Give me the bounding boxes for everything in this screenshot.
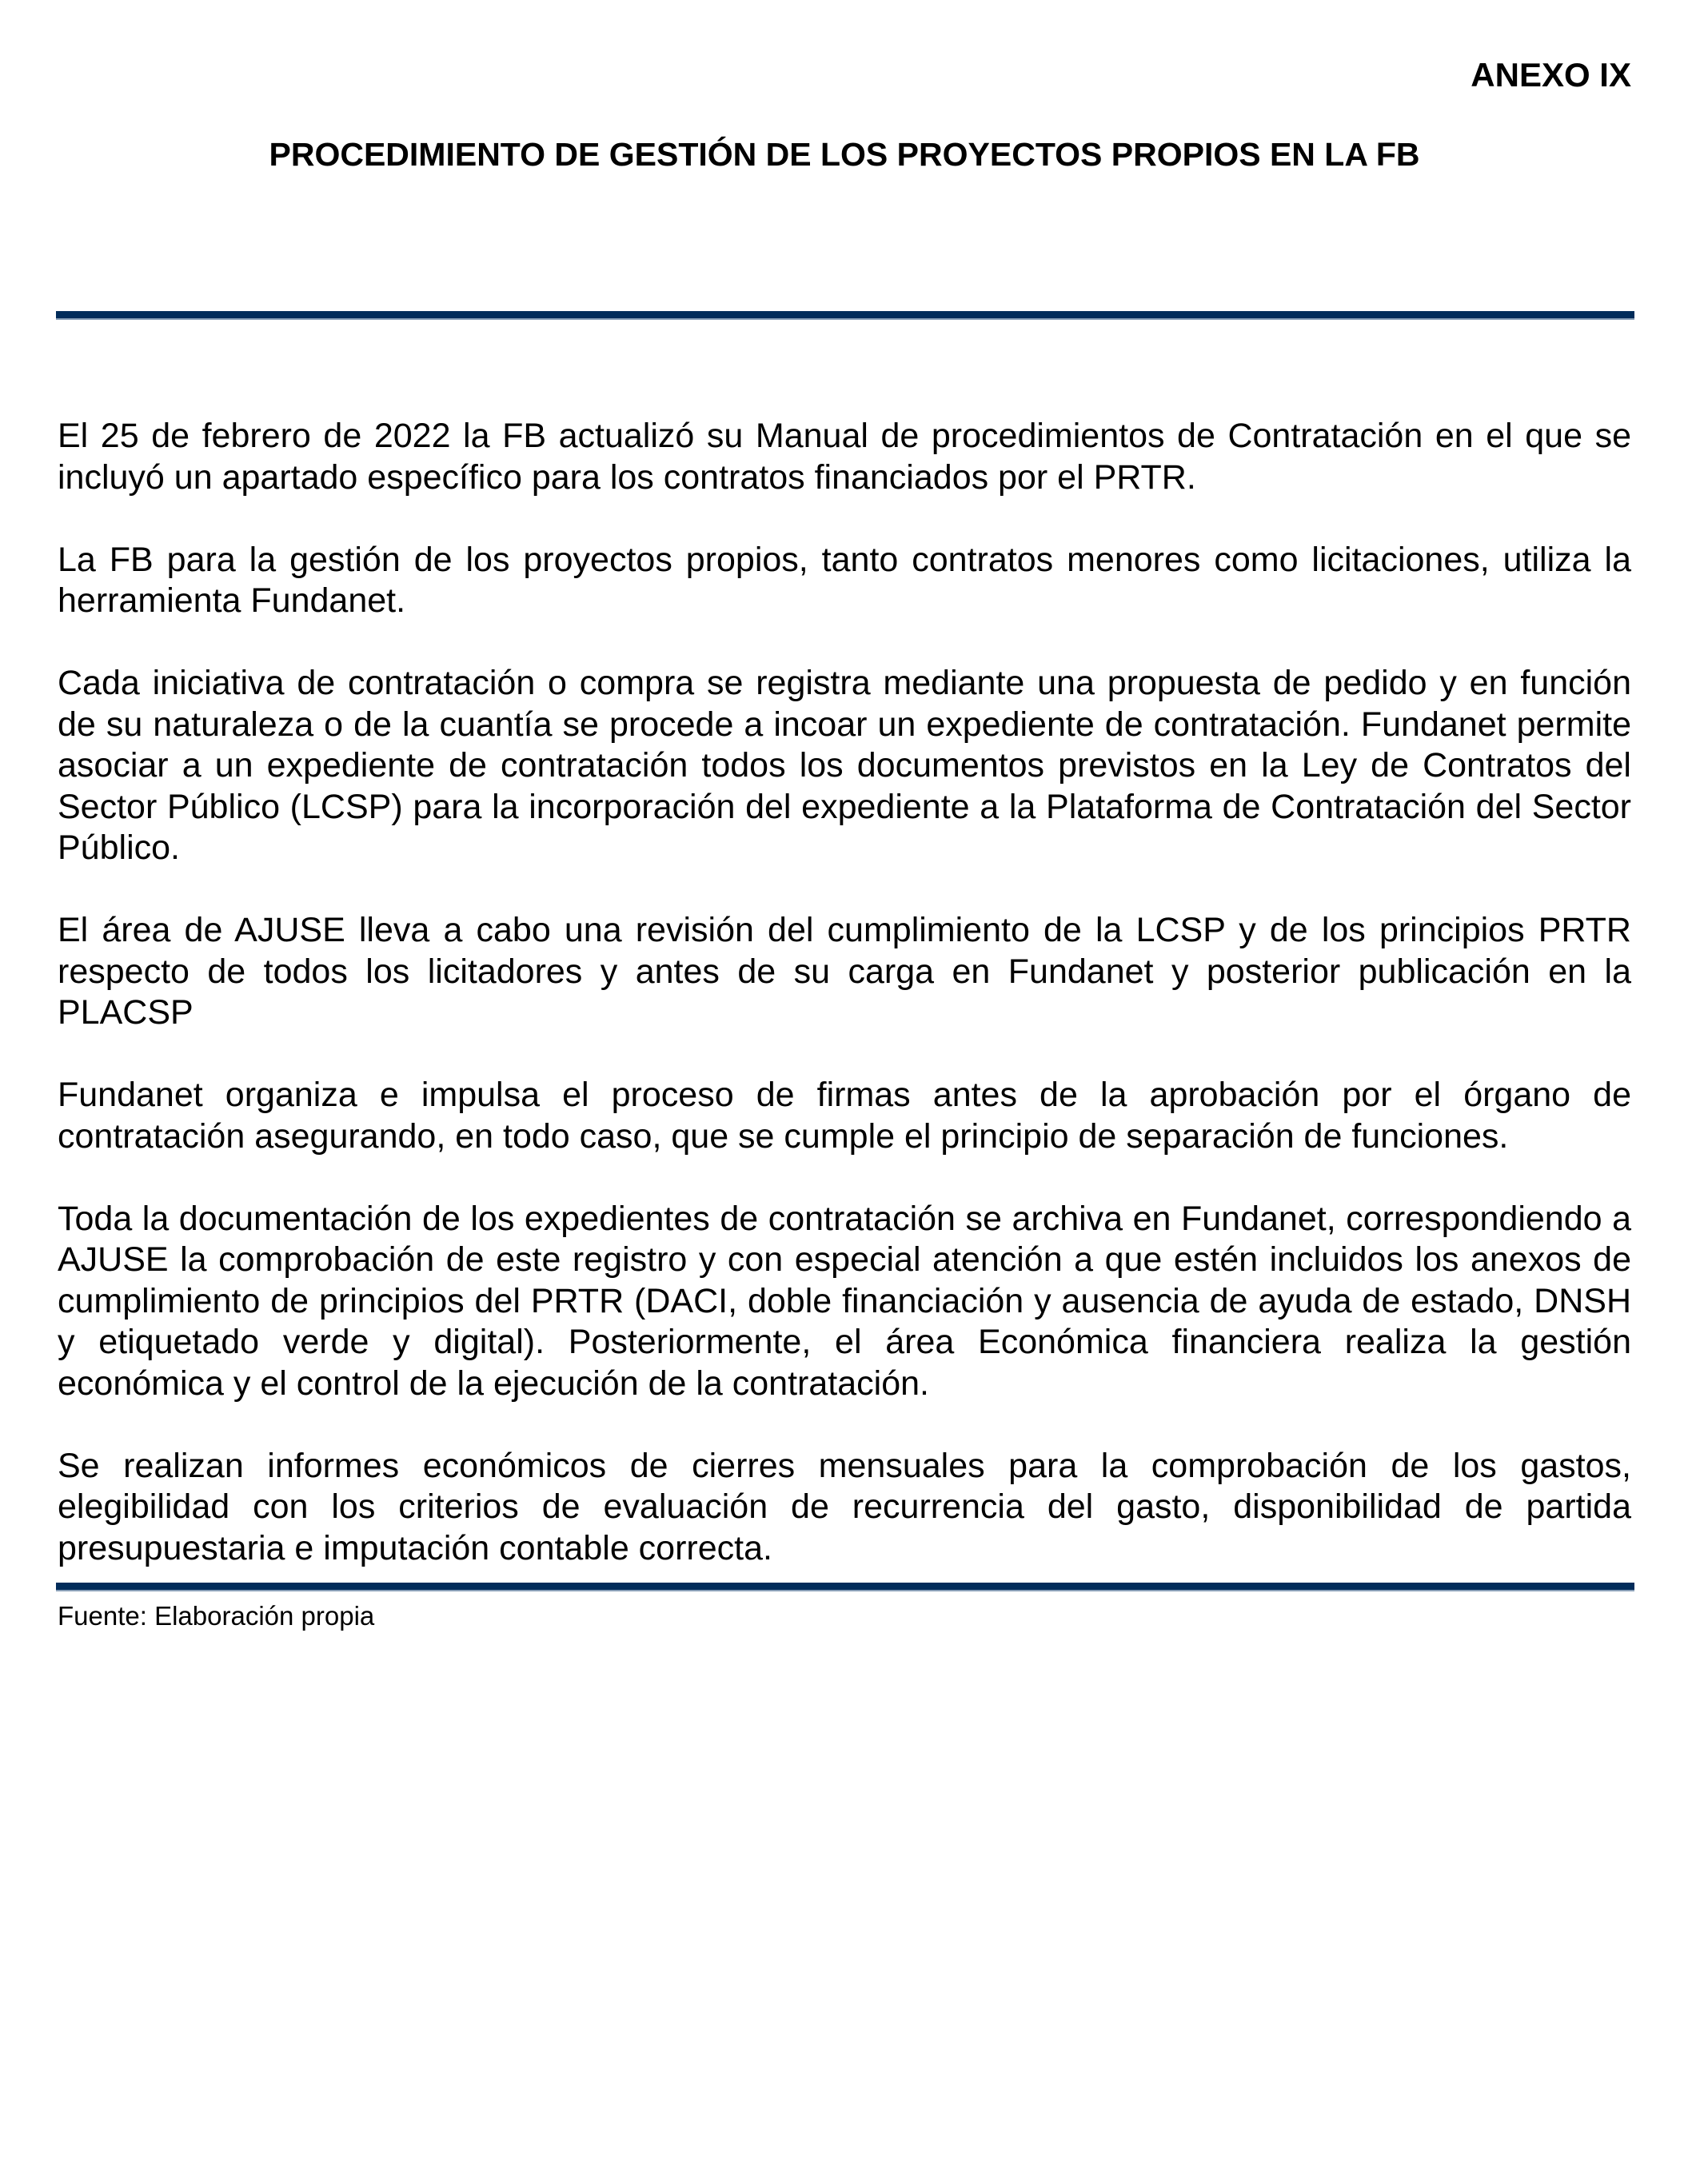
paragraph: Cada iniciativa de contratación o compra se registra mediante una propuesta de pedido y en función de su naturaleza o de la cuantía se procede a incoar un expediente de contratación. Fundanet permite asociar a un expediente de contratación todos los documentos previstos en la Ley de Contratos del Sector Público (LCSP) para la incorporación del expediente a la Plataforma de Contratación del Sector Público. xyxy=(58,664,1631,867)
annex-label: ANEXO IX xyxy=(1471,56,1631,94)
source-note: Fuente: Elaboración propia xyxy=(58,1601,375,1631)
document-title: PROCEDIMIENTO DE GESTIÓN DE LOS PROYECTOS PROPIOS EN LA FB xyxy=(269,136,1420,173)
paragraph: El área de AJUSE lleva a cabo una revisión del cumplimiento de la LCSP y de los principios PRTR respecto de todos los licitadores y antes de su carga en Fundanet y posterior publicación en la PLACSP xyxy=(58,911,1631,1032)
paragraph: Fundanet organiza e impulsa el proceso de firmas antes de la aprobación por el órgano de contratación asegurando, en todo caso, que se cumple el principio de separación de funciones. xyxy=(58,1076,1631,1156)
paragraph: La FB para la gestión de los proyectos propios, tanto contratos menores como licitaciones, utiliza la herramienta Fundanet. xyxy=(58,540,1631,620)
top-divider xyxy=(56,311,1634,320)
paragraph: Se realizan informes económicos de cierres mensuales para la comprobación de los gastos, elegibilidad con los criterios de evaluación de recurrencia del gasto, disponibilidad de partida presupuestaria e imputación contable correcta. xyxy=(58,1446,1631,1567)
paragraph: El 25 de febrero de 2022 la FB actualizó su Manual de procedimientos de Contratación en el que se incluyó un apartado específico para los contratos financiados por el PRTR. xyxy=(58,417,1631,497)
body-text xyxy=(58,416,1631,1611)
paragraph: Toda la documentación de los expedientes de contratación se archiva en Fundanet, correspondiendo a AJUSE la comprobación de este registro y con especial atención a que estén incluidos los anexos de cumplimiento de principios del PRTR (DACI, doble financiación y ausencia de ayuda de estado, DNSH y etiquetado verde y digital). Posteriormente, el área Económica financiera realiza la gestión económica y el control de la ejecución de la contratación. xyxy=(58,1199,1631,1403)
bottom-divider xyxy=(56,1583,1634,1591)
